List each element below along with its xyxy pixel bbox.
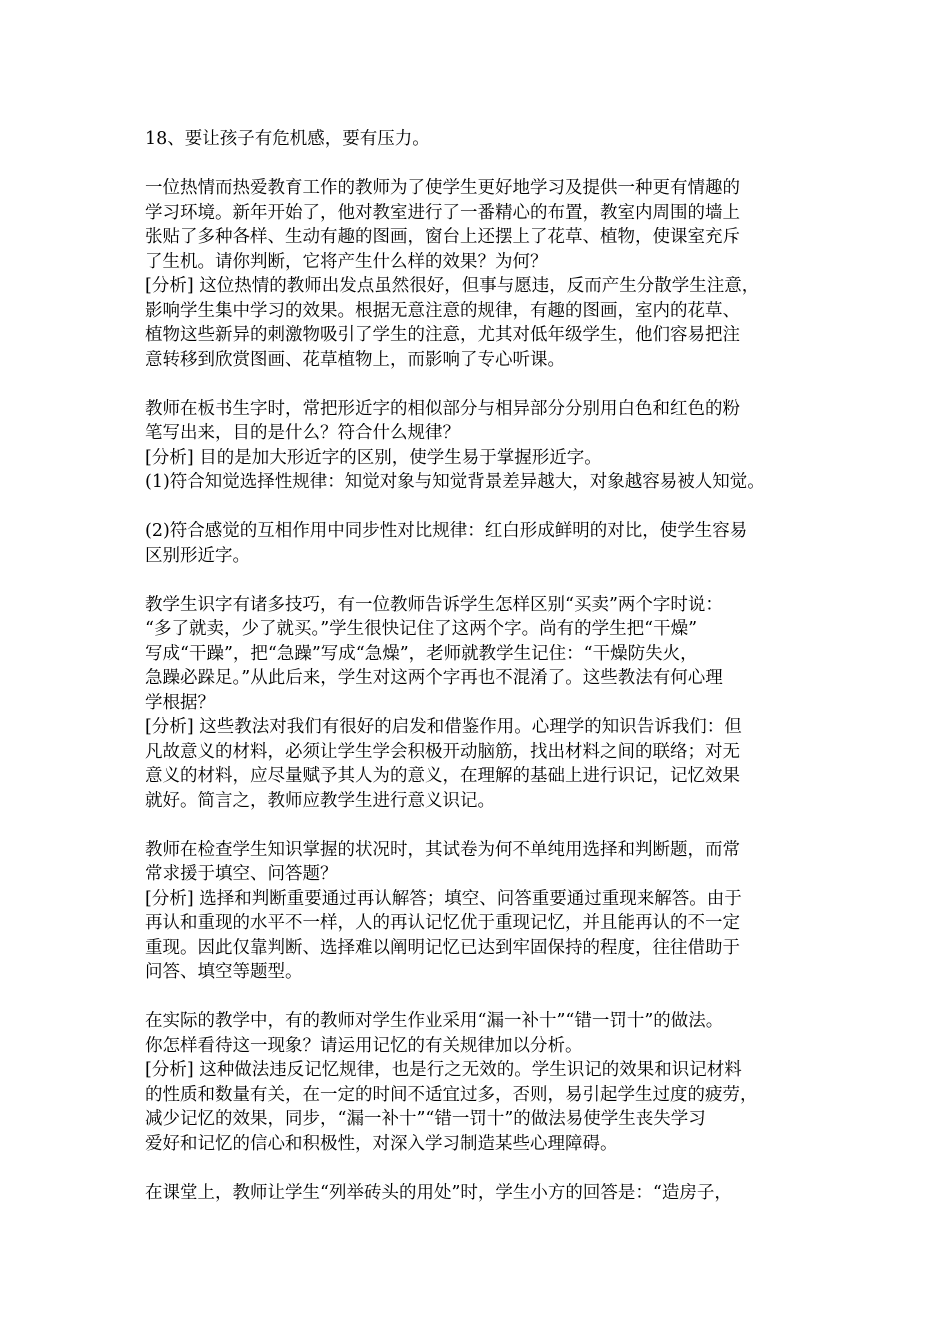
text-line: 凡故意义的材料，必须让学生学会积极开动脑筋，找出材料之间的联络；对无 [145, 741, 740, 762]
text-line: 再认和重现的水平不一样，人的再认记忆优于重现记忆，并且能再认的不一定 [145, 913, 740, 933]
text-line: [分析] 这种做法违反记忆规律，也是行之无效的。学生识记的效果和识记材料 [145, 1060, 742, 1080]
text-line: 影响学生集中学习的效果。根据无意注意的规律，有趣的图画，室内的花草、 [145, 300, 740, 321]
text-line: 就好。简言之，教师应教学生进行意义识记。 [145, 790, 495, 811]
text-line: 区别形近字。 [145, 545, 250, 566]
text-line: [分析] 这些教法对我们有很好的启发和借鉴作用。心理学的知识告诉我们：但 [145, 717, 742, 737]
text-line: (2)符合感觉的互相作用中同步性对比规律：红白形成鲜明的对比，使学生容易 [145, 521, 748, 541]
text-line: 写成“干躁”，把“急躁”写成“急燥”，老师就教学生记住：“干燥防失火， [145, 643, 698, 664]
text-line: 常求援于填空、问答题？ [145, 864, 338, 884]
text-line: 问答、填空等题型。 [145, 962, 303, 982]
text-line: 教师在板书生字时，常把形近字的相似部分与相异部分分别用白色和红色的粉 [145, 398, 740, 419]
text-line: “多了就卖，少了就买。”学生很快记住了这两个字。尚有的学生把“干燥” [145, 619, 698, 639]
text-line: [分析] 选择和判断重要通过再认解答；填空、问答重要通过重现来解答。由于 [145, 888, 742, 909]
text-line: 意转移到欣赏图画、花草植物上，而影响了专心听课。 [145, 349, 565, 370]
text-line: 急躁必跺足。”从此后来，学生对这两个字再也不混淆了。这些教法有何心理 [145, 668, 723, 688]
text-line: 在实际的教学中，有的教师对学生作业采用“漏一补十”“错一罚十”的做法。 [145, 1011, 724, 1031]
text-line: 减少记忆的效果，同步，“漏一补十”“错一罚十”的做法易使学生丧失学习 [145, 1109, 706, 1129]
text-line: 重现。因此仅靠判断、选择难以阐明记忆已达到牢固保持的程度，往往借助于 [145, 937, 740, 958]
blank-line [145, 813, 825, 838]
blank-line [145, 568, 825, 593]
text-line: [分析] 这位热情的教师出发点虽然很好，但事与愿违，反而产生分散学生注意， [145, 276, 760, 296]
text-line: (1)符合知觉选择性规律：知觉对象与知觉背景差异越大，对象越容易被人知觉。 [145, 472, 765, 492]
blank-line [145, 985, 825, 1010]
blank-line [145, 372, 825, 397]
text-line: 18、要让孩子有危机感，要有压力。 [145, 129, 430, 149]
text-line: 你怎样看待这一现象？请运用记忆的有关规律加以分析。 [145, 1035, 583, 1056]
text-line: 意义的材料，应尽量赋予其人为的意义，在理解的基础上进行识记，记忆效果 [145, 766, 740, 786]
text-line: 的性质和数量有关，在一定的时间不适宜过多，否则，易引起学生过度的疲劳， [145, 1084, 758, 1105]
text-line: 笔写出来，目的是什么？符合什么规律？ [145, 423, 460, 443]
text-line: 了生机。请你判断，它将产生什么样的效果？为何？ [145, 251, 548, 272]
text-line: 学根据？ [145, 692, 215, 713]
blank-line [145, 152, 825, 177]
text-line: [分析] 目的是加大形近字的区别，使学生易于掌握形近字。 [145, 447, 602, 468]
text-line: 一位热情而热爱教育工作的教师为了使学生更好地学习及提供一种更有情趣的 [145, 178, 740, 198]
text-line: 教师在检查学生知识掌握的状况时，其试卷为何不单纯用选择和判断题，而常 [145, 839, 740, 860]
text-line: 张贴了多种各样、生动有趣的图画，窗台上还摆上了花草、植物，使课室充斥 [145, 227, 740, 247]
text-line: 爱好和记忆的信心和积极性，对深入学习制造某些心理障碍。 [145, 1133, 618, 1154]
text-line: 在课堂上，教师让学生“列举砖头的用处”时，学生小方的回答是：“造房子， [145, 1182, 732, 1203]
text-line: 植物这些新异的刺激物吸引了学生的注意，尤其对低年级学生，他们容易把注 [145, 325, 740, 345]
text-line: 学习环境。新年开始了，他对教室进行了一番精心的布置，教室内周围的墙上 [145, 202, 740, 223]
blank-line [145, 1156, 825, 1181]
document-body [145, 127, 825, 1205]
blank-line [145, 495, 825, 520]
text-line: 教学生识字有诸多技巧，有一位教师告诉学生怎样区别“买卖”两个字时说： [145, 594, 723, 615]
